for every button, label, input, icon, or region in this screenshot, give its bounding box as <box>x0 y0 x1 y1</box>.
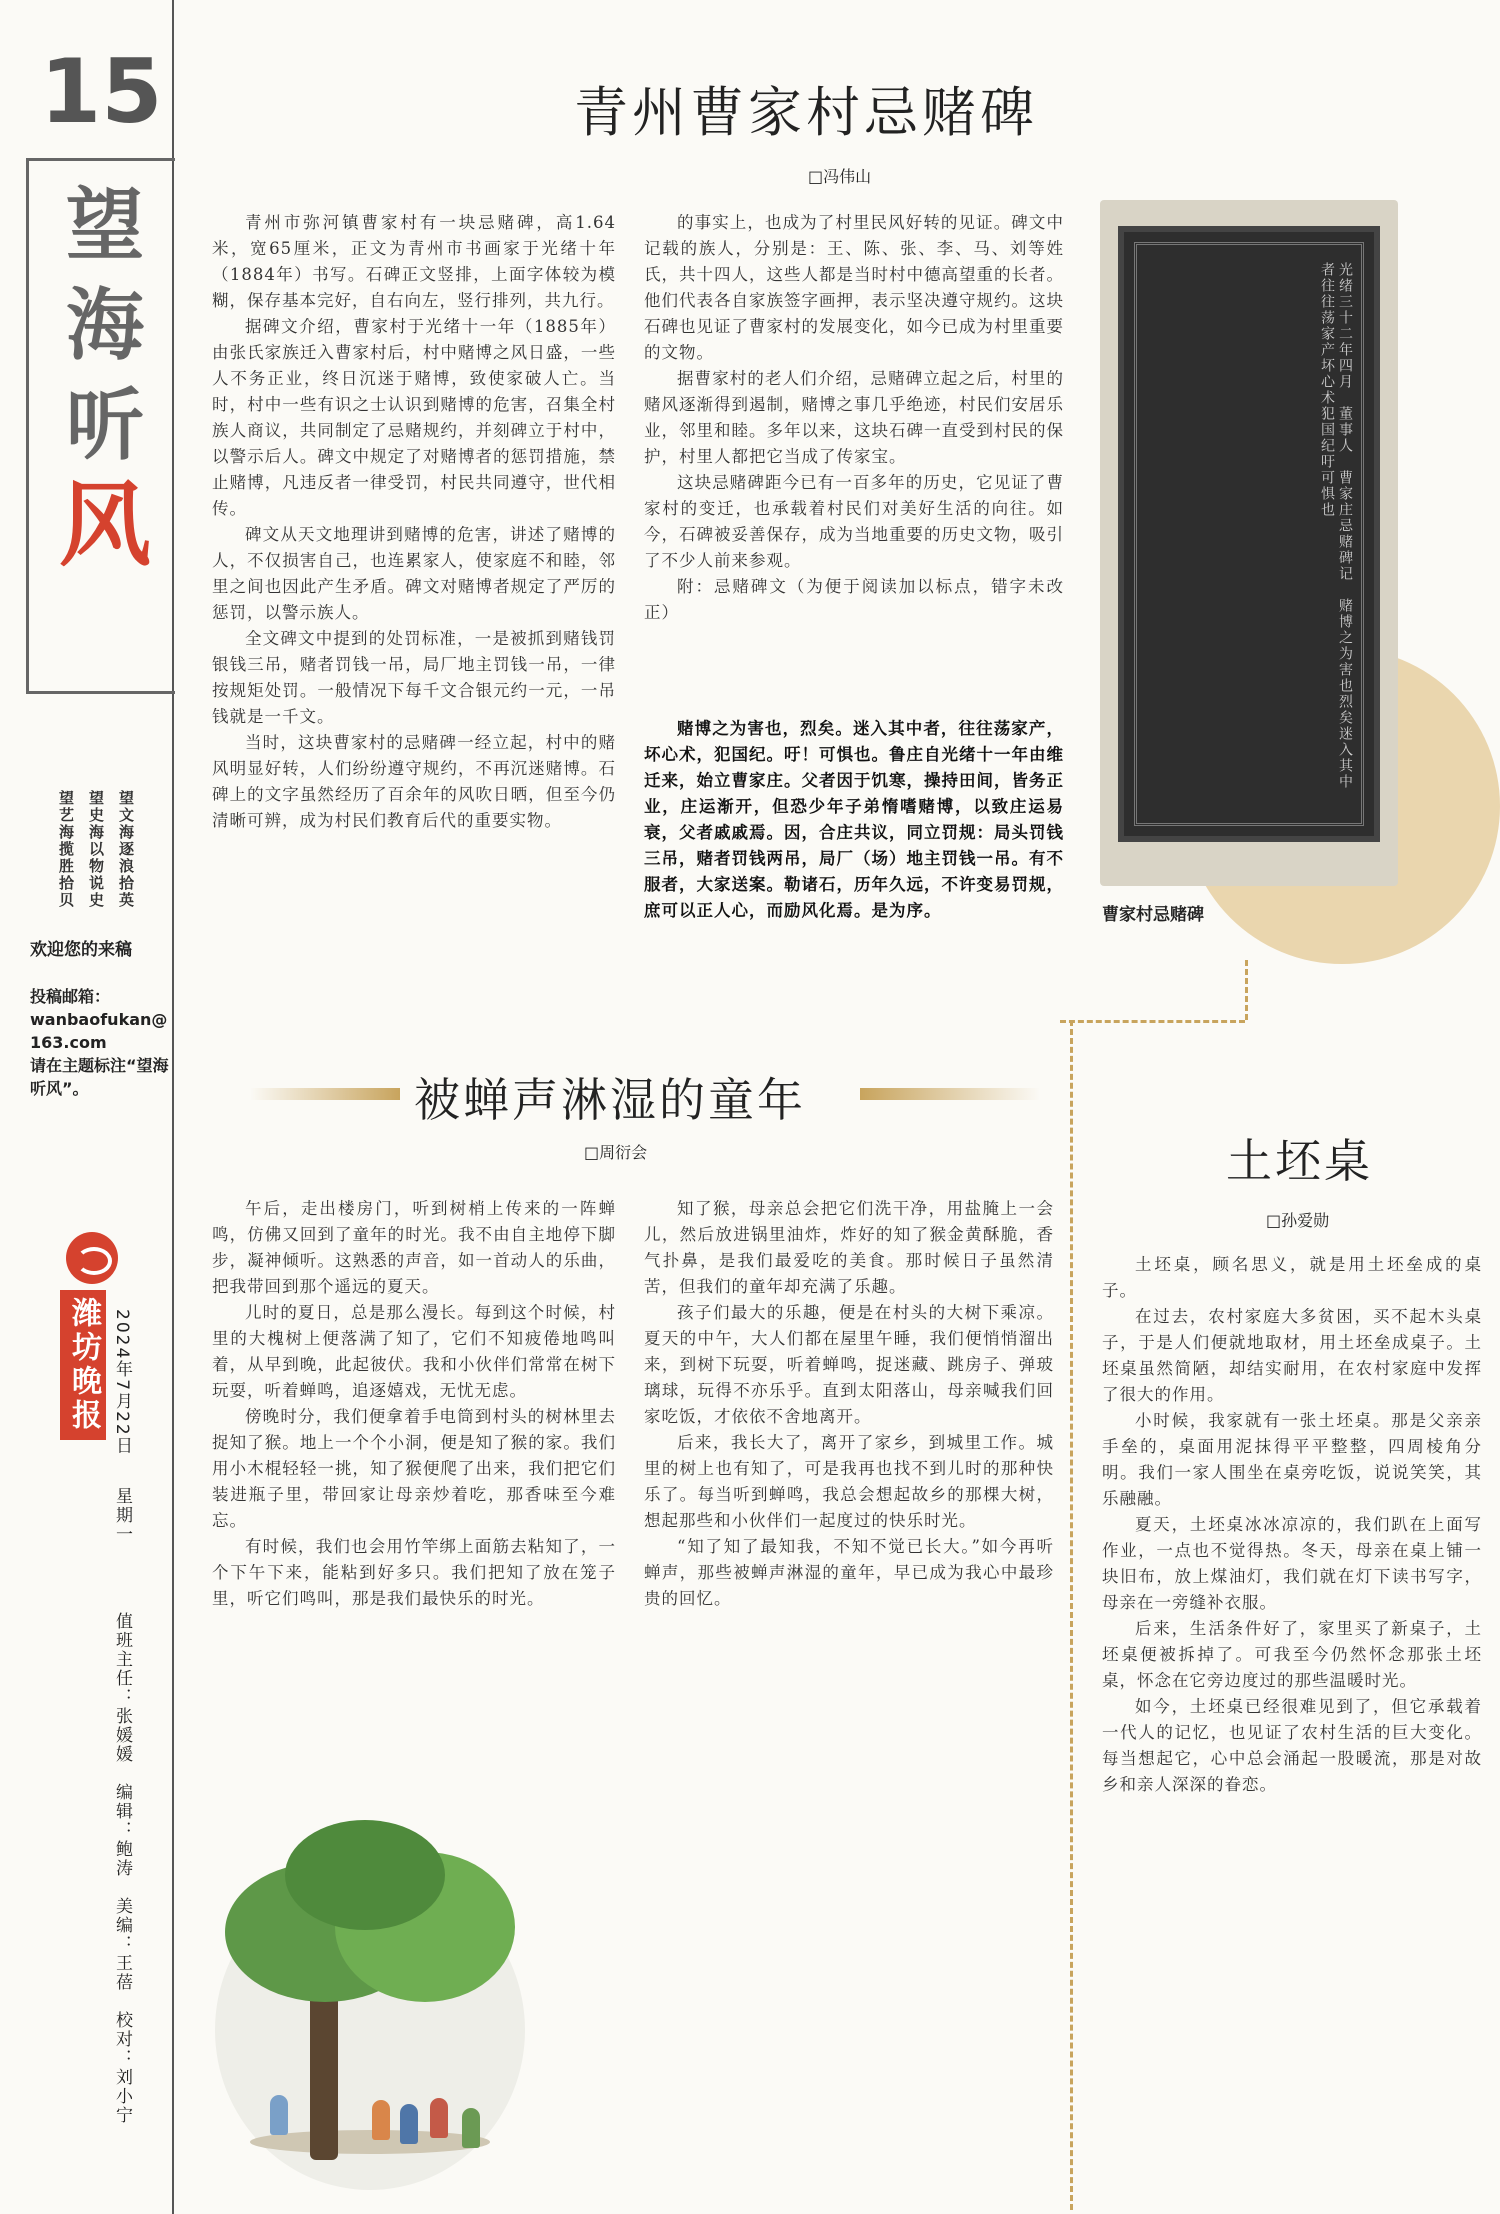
child-figure <box>372 2100 390 2140</box>
column-title-char: 听 <box>65 381 144 471</box>
stele-inscription: 光绪三十二年四月 董事人 曹家庄忌赌碑记 赌博之为害也烈矣迷入其中者往往荡家产坏心术犯国纪吁可惧也 <box>1319 262 1353 790</box>
dashed-divider <box>1245 960 1248 1020</box>
email-address[interactable]: wanbaofukan@163.com <box>30 1010 168 1052</box>
article1-column-1 <box>212 210 616 1030</box>
newspaper-logo-icon <box>66 1232 118 1284</box>
email-label: 投稿邮箱： <box>30 987 111 1006</box>
paragraph: 有时候，我们也会用竹竿绑上面筋去粘知了，一个下午下来，能粘到好多只。我们把知了放在笼子里，听它们鸣叫，那是我们最快乐的时光。 <box>212 1537 616 1608</box>
child-figure <box>462 2108 480 2148</box>
paragraph: 傍晚时分，我们便拿着手电筒到村头的树林里去捉知了猴。地上一个个小洞，便是知了猴的家。我们用小木棍轻轻一挑，知了猴便爬了出来，我们把它们装进瓶子里，带回家让母亲炒着吃，那香味至今难忘。 <box>212 1407 616 1530</box>
editor-credits: 值班主任：张媛媛 编辑：鲍涛 美编：王蓓 校对：刘小宁 <box>112 1611 132 2125</box>
paragraph: 当时，这块曹家村的忌赌碑一经立起，村中的赌风明显好转，人们纷纷遵守规约，不再沉迷赌博。石碑上的文字虽然经历了百余年的风吹日晒，但至今仍清晰可辨，成为村民们教育后代的重要实物。 <box>212 733 616 830</box>
article2-byline: □周衍会 <box>584 1143 648 1162</box>
paragraph: 土坯桌，顾名思义，就是用土坯垒成的桌子。 <box>1102 1255 1482 1300</box>
article1-column-2 <box>644 210 1064 710</box>
child-figure <box>400 2104 418 2144</box>
slogans <box>32 790 152 910</box>
inscription-text: 赌博之为害也，烈矣。迷入其中者，往往荡家产，坏心术，犯国纪。吁！可惧也。鲁庄自光绪十一年由维迁来，始立曹家庄。父者因于饥寒，操持田间，皆务正业，庄运渐开，但恐少年子弟惰嗜赌博，以致庄运易衰，父者戚戚焉。因，合庄共议，同立罚规：局头罚钱三吊，赌者罚钱两吊，局厂（场）地主罚钱一吊。有不服者，大家送案。勒诸石，历年久远，不许变易罚规，庶可以正人心，而励风化焉。是为序。 <box>644 719 1064 920</box>
submission-note: 请在主题标注“望海听风”。 <box>30 1056 169 1098</box>
paragraph: 青州市弥河镇曹家村有一块忌赌碑，高1.64米，宽65厘米，正文为青州市书画家于光绪十年（1884年）书写。石碑正文竖排，上面字体较为模糊，保存基本完好，自右向左，竖行排列，共九行。 <box>212 213 616 310</box>
child-figure <box>270 2095 288 2135</box>
slogan: 望艺海揽胜拾贝 <box>57 790 75 909</box>
column-title-char: 海 <box>65 281 144 371</box>
slogan: 望史海以物说史 <box>87 790 105 909</box>
stele-photo <box>1118 226 1380 842</box>
paragraph: 在过去，农村家庭大多贫困，买不起木头桌子，于是人们便就地取材，用土坯垒成桌子。土坯桌虽然简陋，却结实耐用，在农村家庭中发挥了很大的作用。 <box>1102 1307 1482 1404</box>
column-title <box>50 176 160 579</box>
paragraph: 后来，我长大了，离开了家乡，到城里工作。城里的树上也有知了，可是我再也找不到儿时的那种快乐了。每当听到蝉鸣，我总会想起故乡的那棵大树，想起那些和小伙伴们一起度过的快乐时光。 <box>644 1433 1054 1530</box>
paragraph: 后来，生活条件好了，家里买了新桌子，土坯桌便被拆掉了。可我至今仍然怀念那张土坯桌，怀念在它旁边度过的那些温暖时光。 <box>1102 1619 1482 1690</box>
edition-info <box>110 1285 135 2165</box>
paper-name: 潍坊晚报 <box>60 1290 106 1440</box>
weekday: 星期一 <box>112 1487 132 1545</box>
image-caption: 曹家村忌赌碑 <box>1102 905 1204 925</box>
paragraph: 儿时的夏日，总是那么漫长。每到这个时候，村里的大槐树上便落满了知了，它们不知疲倦地鸣叫着，从早到晚，此起彼伏。我和小伙伴们常常在树下玩耍，听着蝉鸣，追逐嬉戏，无忧无虑。 <box>212 1303 616 1400</box>
column-title-char: 风 <box>58 472 151 579</box>
title-ornament-right <box>860 1088 1040 1100</box>
paragraph: 夏天，土坯桌冰冰凉凉的，我们趴在上面写作业，一点也不觉得热。冬天，母亲在桌上铺一块旧布，放上煤油灯，我们就在灯下读书写字，母亲在一旁缝补衣服。 <box>1102 1515 1482 1612</box>
welcome-text: 欢迎您的来稿 <box>30 940 132 960</box>
article2-column-2 <box>644 1196 1054 2136</box>
child-figure <box>430 2098 448 2138</box>
article3-column <box>1102 1252 1482 2202</box>
issue-date: 2024年7月22日 <box>112 1309 132 1456</box>
paragraph: 全文碑文中提到的处罚标准，一是被抓到赌钱罚银钱三吊，赌者罚钱一吊，局厂地主罚钱一吊，一律按规矩处罚。一般情况下每千文合银元约一元，一吊钱就是一千文。 <box>212 629 616 726</box>
paragraph: 知了猴，母亲总会把它们洗干净，用盐腌上一会儿，然后放进锅里油炸，炸好的知了猴金黄酥脆，香气扑鼻，是我们最爱吃的美食。那时候日子虽然清苦，但我们的童年却充满了乐趣。 <box>644 1199 1054 1296</box>
paragraph: 孩子们最大的乐趣，便是在村头的大树下乘凉。夏天的中午，大人们都在屋里午睡，我们便悄悄溜出来，到树下玩耍，听着蝉鸣，捉迷藏、跳房子、弹玻璃球，玩得不亦乐乎。直到太阳落山，母亲喊我们回家吃饭，才依依不舍地离开。 <box>644 1303 1054 1426</box>
slogan: 望文海逐浪拾英 <box>117 790 135 909</box>
tree-crown <box>285 1820 445 1930</box>
page-number: 15 <box>40 40 163 143</box>
article3-byline: □孙爱勋 <box>1266 1211 1330 1230</box>
article1-title: 青州曹家村忌赌碑 <box>574 81 1038 144</box>
paragraph: 的事实上，也成为了村里民风好转的见证。碑文中记载的族人，分别是：王、陈、张、李、马、刘等姓氏，共十四人，这些人都是当时村中德高望重的长者。他们代表各自家族签字画押，表示坚决遵守规约。这块石碑也见证了曹家村的发展变化，如今已成为村里重要的文物。 <box>644 213 1064 362</box>
article1-byline: □冯伟山 <box>808 167 872 186</box>
dashed-divider <box>1060 1020 1245 1026</box>
title-ornament-left <box>250 1088 400 1100</box>
contribution-info <box>30 985 170 1100</box>
paragraph: 据碑文介绍，曹家村于光绪十一年（1885年）由张氏家族迁入曹家村后，村中赌博之风日盛，一些人不务正业，终日沉迷于赌博，致使家破人亡。当时，村中一些有识之士认识到赌博的危害，召集全村族人商议，共同制定了忌赌规约，并刻碑立于村中，以警示后人。碑文中规定了对赌博者的惩罚措施，禁止赌博，凡违反者一律受罚，村民共同遵守，世代相传。 <box>212 317 616 518</box>
paragraph: 小时候，我家就有一张土坯桌。那是父亲亲手垒的，桌面用泥抹得平平整整，四周棱角分明。我们一家人围坐在桌旁吃饭，说说笑笑，其乐融融。 <box>1102 1411 1482 1508</box>
article2-title: 被蝉声淋湿的童年 <box>414 1073 806 1127</box>
article3-title: 土坯桌 <box>1226 1134 1373 1188</box>
paragraph: 附：忌赌碑文（为便于阅读加以标点，错字未改正） <box>644 577 1064 622</box>
paragraph: 碑文从天文地理讲到赌博的危害，讲述了赌博的人，不仅损害自己，也连累家人，使家庭不和睦，邻里之间也因此产生矛盾。碑文对赌博者规定了严厉的惩罚，以警示族人。 <box>212 525 616 622</box>
article2-column-1 <box>212 1196 616 1816</box>
dashed-divider <box>1070 1020 1073 2210</box>
paragraph: “知了知了最知我，不知不觉已长大。”如今再听蝉声，那些被蝉声淋湿的童年，早已成为我心中最珍贵的回忆。 <box>644 1537 1054 1608</box>
column-title-char: 望 <box>65 181 144 271</box>
paragraph: 据曹家村的老人们介绍，忌赌碑立起之后，村里的赌风逐渐得到遏制，赌博之事几乎绝迹，村民们安居乐业，邻里和睦。多年以来，这块石碑一直受到村民的保护，村里人都把它当成了传家宝。 <box>644 369 1064 466</box>
article1-inscription <box>644 716 1064 1026</box>
paragraph: 如今，土坯桌已经很难见到了，但它承载着一代人的记忆，也见证了农村生活的巨大变化。每当想起它，心中总会涌起一股暖流，那是对故乡和亲人深深的眷恋。 <box>1102 1697 1482 1794</box>
paragraph: 这块忌赌碑距今已有一百多年的历史，它见证了曹家村的变迁，也承载着村民们对美好生活的向往。如今，石碑被妥善保存，成为当地重要的历史文物，吸引了不少人前来参观。 <box>644 473 1064 570</box>
paragraph: 午后，走出楼房门，听到树梢上传来的一阵蝉鸣，仿佛又回到了童年的时光。我不由自主地停下脚步，凝神倾听。这熟悉的声音，如一首动人的乐曲，把我带回到那个遥远的夏天。 <box>212 1199 616 1296</box>
